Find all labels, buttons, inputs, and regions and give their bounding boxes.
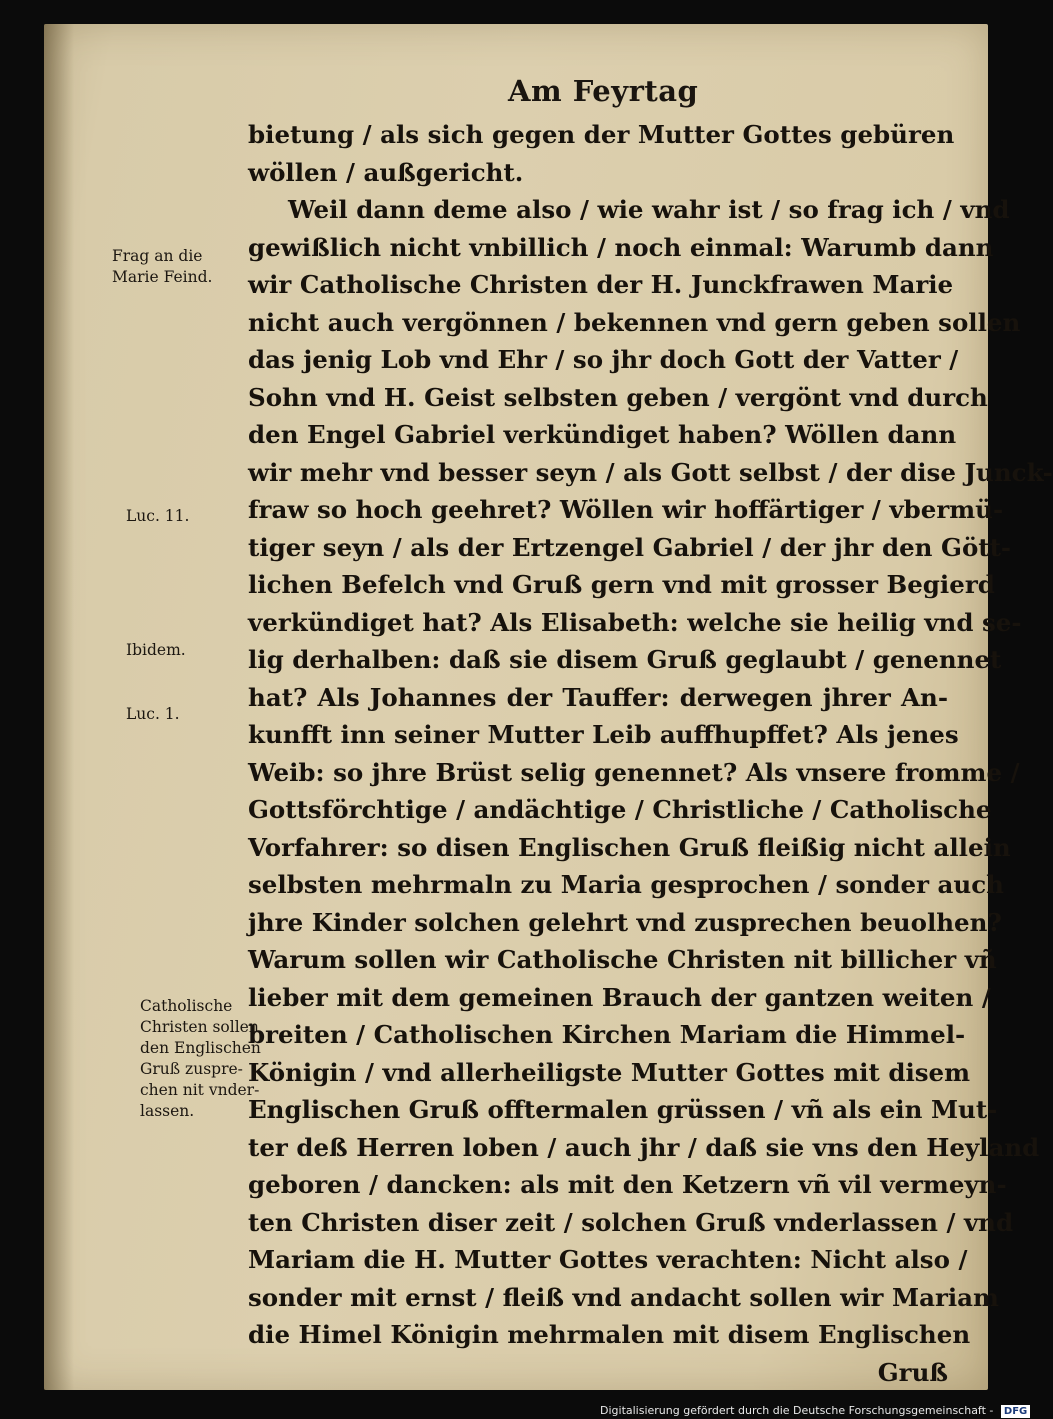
margin-note-frag bbox=[112, 246, 212, 288]
text-line: breiten / Catholischen Kirchen Mariam die Himmel- bbox=[248, 1020, 966, 1049]
text-line: verkündiget hat? Als Elisabeth: welche sie heilig vnd se- bbox=[248, 607, 1022, 637]
text-line: tiger seyn / als der Ertzengel Gabriel / der jhr den Gött- bbox=[248, 532, 1012, 562]
text-line: geboren / dancken: als mit den Ketzern vñ vil vermeyn- bbox=[248, 1170, 1007, 1199]
text-line: die Himel Königin mehrmalen mit disem Englischen bbox=[248, 1320, 971, 1349]
margin-note-ibidem: Ibidem. bbox=[126, 641, 186, 659]
page-binding-shadow bbox=[44, 24, 74, 1390]
catchword: Gruß bbox=[877, 1357, 948, 1387]
body-text bbox=[248, 116, 1053, 1391]
margin-note-line: Gruß zuspre- bbox=[140, 1060, 243, 1078]
text-line: fraw so hoch geehret? Wöllen wir hoffärtiger / vbermü- bbox=[248, 495, 1004, 524]
text-line: hat? Als Johannes der Tauffer: derwegen jhrer An- bbox=[248, 682, 948, 712]
dfg-logo-icon: DFG bbox=[1001, 1405, 1030, 1418]
text-line: ter deß Herren loben / auch jhr / daß sie vns den Heyland bbox=[248, 1132, 1040, 1162]
margin-note-line: lassen. bbox=[140, 1102, 195, 1120]
text-line: wir Catholische Christen der H. Junckfrawen Marie bbox=[248, 270, 954, 299]
digitization-footer bbox=[600, 1402, 1030, 1419]
margin-note-line: Christen sollen bbox=[140, 1018, 259, 1036]
text-line: Gottsförchtige / andächtige / Christliche / Catholische bbox=[248, 795, 992, 824]
text-line: wöllen / außgericht. bbox=[248, 157, 524, 187]
running-head: Am Feyrtag bbox=[508, 74, 699, 108]
margin-note-line: den Englischen bbox=[140, 1039, 261, 1057]
margin-note-catholische bbox=[140, 996, 261, 1122]
text-line: gewißlich nicht vnbillich / noch einmal: Warumb dann bbox=[248, 232, 994, 262]
margin-note-line: chen nit vnder- bbox=[140, 1081, 260, 1099]
text-line: bietung / als sich gegen der Mutter Gottes gebüren bbox=[248, 120, 955, 149]
margin-note-line: Frag an die bbox=[112, 247, 203, 265]
text-line: ten Christen diser zeit / solchen Gruß vnderlassen / vnd bbox=[248, 1207, 1014, 1237]
text-line: jhre Kinder solchen gelehrt vnd zusprechen beuolhen? bbox=[248, 907, 1002, 937]
text-line: Königin / vnd allerheiligste Mutter Gottes mit disem bbox=[248, 1057, 971, 1087]
margin-note-line: Marie Feind. bbox=[112, 268, 213, 286]
margin-note-line: Catholische bbox=[140, 997, 233, 1015]
text-line: lichen Befelch vnd Gruß gern vnd mit grosser Begierd bbox=[248, 570, 995, 599]
text-line: kunfft inn seiner Mutter Leib auffhupffet? Als jenes bbox=[248, 720, 959, 749]
text-line: Weil dann deme also / wie wahr ist / so frag ich / vnd bbox=[288, 195, 1010, 224]
text-line: sonder mit ernst / fleiß vnd andacht sollen wir Mariam bbox=[248, 1282, 999, 1312]
margin-note-luc-1: Luc. 1. bbox=[126, 705, 180, 723]
text-line: Sohn vnd H. Geist selbsten geben / vergönt vnd durch bbox=[248, 382, 988, 412]
margin-note-luc-11: Luc. 11. bbox=[126, 507, 190, 525]
text-line: nicht auch vergönnen / bekennen vnd gern geben sollen bbox=[248, 307, 1021, 337]
text-line: Vorfahrer: so disen Englischen Gruß fleißig nicht allein bbox=[248, 832, 1011, 862]
text-line: lig derhalben: daß sie disem Gruß geglaubt / genennet bbox=[248, 645, 1002, 674]
text-line: den Engel Gabriel verkündiget haben? Wöllen dann bbox=[248, 420, 957, 449]
text-line: Englischen Gruß offtermalen grüssen / vñ als ein Mut- bbox=[248, 1095, 998, 1124]
footer-text: Digitalisierung gefördert durch die Deutsche Forschungsgemeinschaft - bbox=[600, 1404, 994, 1417]
text-line: Warum sollen wir Catholische Christen nit billicher vñ bbox=[248, 945, 997, 974]
text-line: selbsten mehrmaln zu Maria gesprochen / sonder auch bbox=[248, 870, 1004, 899]
text-line: das jenig Lob vnd Ehr / so jhr doch Gott der Vatter / bbox=[248, 345, 959, 374]
text-line: Mariam die H. Mutter Gottes verachten: Nicht also / bbox=[248, 1245, 968, 1274]
text-line: wir mehr vnd besser seyn / als Gott selbst / der dise Junck- bbox=[248, 457, 1053, 487]
text-line: lieber mit dem gemeinen Brauch der gantzen weiten / bbox=[248, 982, 991, 1012]
text-line: Weib: so jhre Brüst selig genennet? Als vnsere fromme / bbox=[248, 757, 1020, 787]
